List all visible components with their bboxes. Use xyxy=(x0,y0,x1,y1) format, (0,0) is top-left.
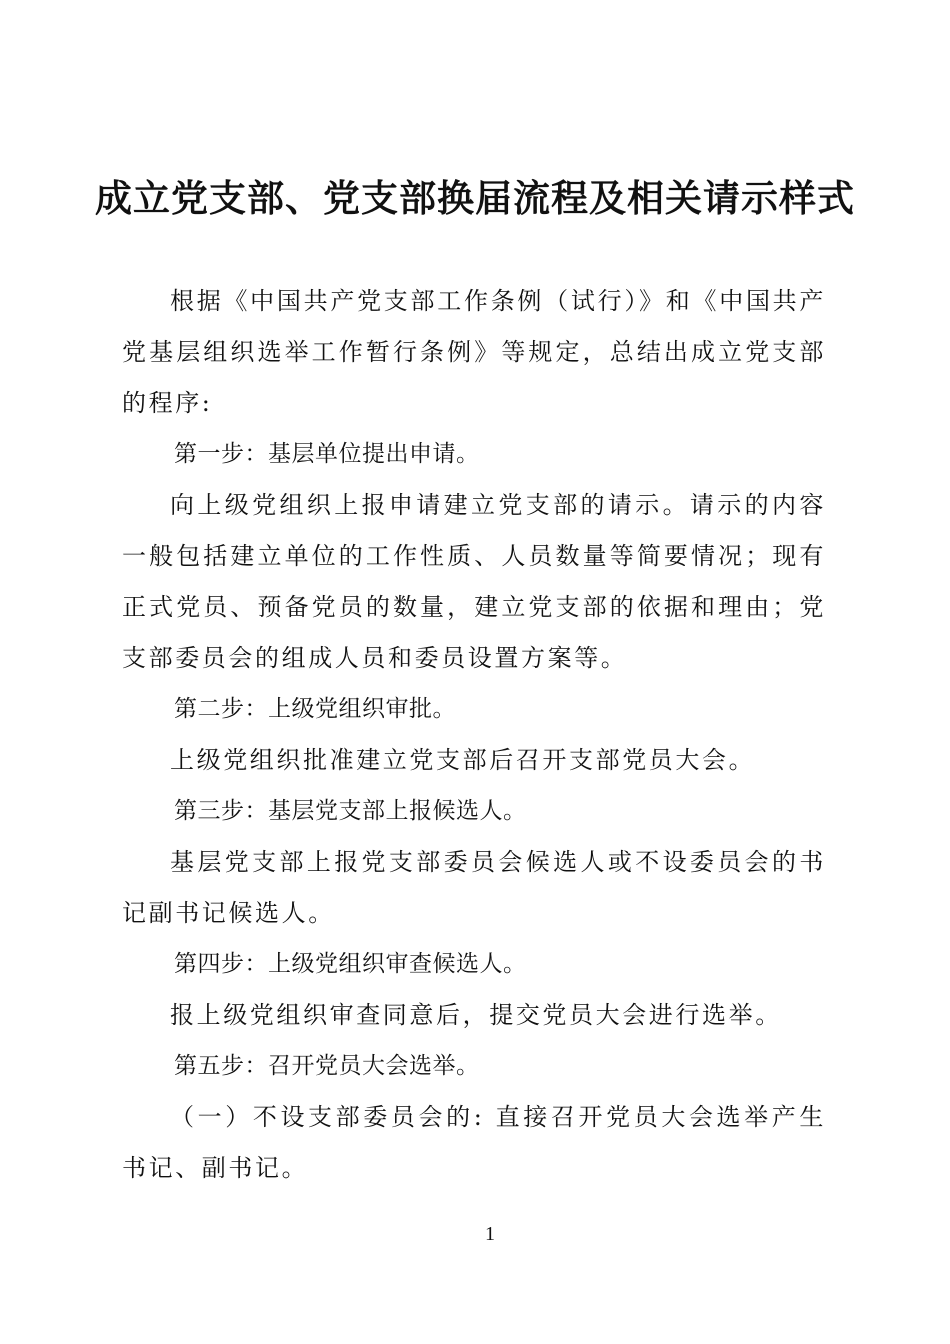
step-2-text: 上级党组织批准建立党支部后召开支部党员大会。 xyxy=(170,746,756,774)
page-number: 1 xyxy=(485,1223,495,1245)
step-3-text: 基层党支部上报党支部委员会候选人或不设委员会的书记副书记候选人。 xyxy=(122,848,826,927)
document-body xyxy=(122,276,826,1194)
step-1-text: 向上级党组织上报申请建立党支部的请示。请示的内容一般包括建立单位的工作性质、人员数量等简要情况；现有正式党员、预备党员的数量，建立党支部的依据和理由；党支部委员会的组成人员和委员设置方案等。 xyxy=(122,491,826,672)
step-4-text: 报上级党组织审查同意后，提交党员大会进行选举。 xyxy=(170,1001,782,1029)
step-3-heading: 第三步：基层党支部上报候选人。 xyxy=(174,798,527,824)
step-1-heading: 第一步：基层单位提出申请。 xyxy=(174,441,480,467)
step-4-heading: 第四步：上级党组织审查候选人。 xyxy=(174,951,527,977)
intro-paragraph: 根据《中国共产党支部工作条例（试行）》和《中国共产党基层组织选举工作暂行条例》等规定，总结出成立党支部的程序: xyxy=(122,287,826,417)
step-2-heading: 第二步：上级党组织审批。 xyxy=(174,696,456,722)
step-5-heading: 第五步：召开党员大会选举。 xyxy=(174,1053,480,1079)
step-5-text: （一）不设支部委员会的: 直接召开党员大会选举产生书记、副书记。 xyxy=(122,1103,826,1182)
document-title: 成立党支部、党支部换届流程及相关请示样式 xyxy=(95,176,855,220)
